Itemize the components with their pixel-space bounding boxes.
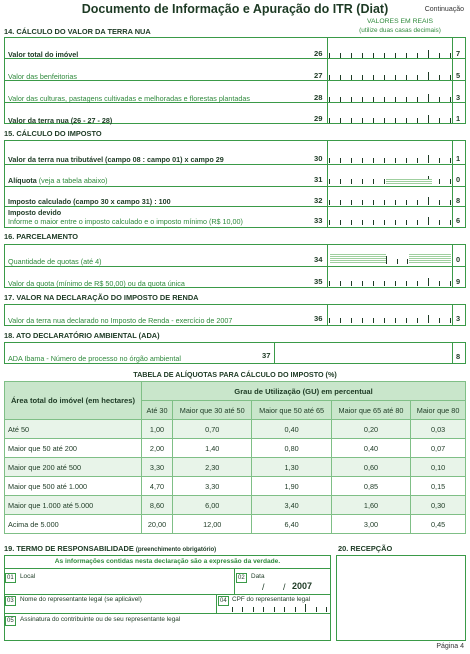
digit-tick bbox=[428, 115, 429, 123]
digit-tick bbox=[450, 179, 451, 184]
field-37-input[interactable] bbox=[276, 344, 451, 362]
field-35-input[interactable] bbox=[329, 276, 451, 286]
digit-tick bbox=[316, 607, 317, 612]
field-34-number: 34 bbox=[314, 255, 323, 264]
digit-tick bbox=[373, 97, 374, 102]
digit-tick bbox=[362, 281, 363, 286]
field-27-label: Valor das benfeitorias bbox=[8, 72, 77, 81]
field-27-input[interactable] bbox=[329, 70, 451, 80]
digit-tick bbox=[439, 200, 440, 205]
area-range-cell: Maior que 50 até 200 bbox=[5, 439, 142, 458]
rate-cell: 0,70 bbox=[173, 420, 252, 439]
field-04-number: 04 bbox=[220, 598, 227, 604]
rate-cell: 20,00 bbox=[142, 515, 173, 534]
rate-cell: 0,30 bbox=[411, 496, 466, 515]
digit-tick bbox=[351, 179, 352, 184]
table-row bbox=[5, 458, 466, 477]
digit-tick bbox=[417, 53, 418, 58]
field-33-number: 33 bbox=[314, 216, 323, 225]
table-row bbox=[5, 439, 466, 458]
field-35-number: 35 bbox=[314, 277, 323, 286]
rate-cell: 0,03 bbox=[411, 420, 466, 439]
digit-tick bbox=[373, 118, 374, 123]
digit-tick bbox=[439, 118, 440, 123]
digit-tick bbox=[263, 607, 264, 612]
digit-tick bbox=[384, 75, 385, 80]
date-separator-2: / bbox=[283, 582, 286, 592]
table-row bbox=[5, 477, 466, 496]
field-33-input[interactable] bbox=[329, 215, 451, 225]
digit-tick bbox=[373, 220, 374, 225]
section-17-title: 17. VALOR NA DECLARAÇÃO DO IMPOSTO DE RENDA bbox=[4, 293, 199, 302]
digit-tick bbox=[428, 155, 429, 163]
field-02-label: Data bbox=[251, 573, 265, 580]
field-27-number: 27 bbox=[314, 71, 323, 80]
rate-cell: 1,00 bbox=[142, 420, 173, 439]
digit-tick bbox=[450, 281, 451, 286]
field-35-check-digit: 9 bbox=[456, 277, 461, 286]
digit-tick bbox=[384, 179, 385, 184]
digit-tick bbox=[406, 318, 407, 323]
digit-tick bbox=[329, 220, 330, 225]
field-34-input[interactable] bbox=[386, 254, 408, 264]
digit-tick bbox=[253, 607, 254, 612]
field-34-check-digit: 0 bbox=[456, 255, 461, 264]
digit-tick bbox=[450, 318, 451, 323]
rate-cell: 3,00 bbox=[331, 515, 410, 534]
gu-column-2: Maior que 50 até 65 bbox=[252, 401, 331, 420]
field-29-label: Valor da terra nua (26 - 27 - 28) bbox=[8, 116, 113, 125]
field-32-label: Imposto calculado (campo 30 x campo 31) : 100 bbox=[8, 197, 171, 206]
section-14-title: 14. CÁLCULO DO VALOR DA TERRA NUA bbox=[4, 27, 151, 36]
digit-tick bbox=[395, 220, 396, 225]
field-27-check-digit: 5 bbox=[456, 71, 461, 80]
gu-column-3: Maior que 65 até 80 bbox=[331, 401, 410, 420]
digit-tick bbox=[351, 281, 352, 286]
field-26-check-digit: 7 bbox=[456, 49, 461, 58]
field-02-number: 02 bbox=[238, 575, 245, 581]
digit-tick bbox=[373, 200, 374, 205]
digit-tick bbox=[351, 318, 352, 323]
digit-tick bbox=[428, 197, 429, 205]
digit-tick bbox=[417, 220, 418, 225]
field-31-number: 31 bbox=[314, 175, 323, 184]
field-31-label bbox=[8, 176, 107, 185]
field-32-input[interactable] bbox=[329, 195, 451, 205]
reception-box bbox=[336, 555, 466, 641]
digit-tick bbox=[407, 259, 408, 264]
digit-tick bbox=[450, 200, 451, 205]
digit-tick bbox=[406, 220, 407, 225]
digit-tick bbox=[362, 118, 363, 123]
field-34-shaded-a bbox=[330, 254, 386, 263]
digit-tick bbox=[417, 318, 418, 323]
rate-cell: 0,60 bbox=[331, 458, 410, 477]
section-20-title: 20. RECEPÇÃO bbox=[338, 544, 393, 553]
representative-name-input[interactable] bbox=[18, 603, 214, 612]
digit-tick bbox=[395, 118, 396, 123]
field-34-shaded-b bbox=[409, 254, 451, 263]
digit-tick bbox=[450, 220, 451, 225]
section-16-title: 16. PARCELAMENTO bbox=[4, 232, 79, 241]
digit-tick bbox=[362, 53, 363, 58]
area-range-cell: Maior que 200 até 500 bbox=[5, 458, 142, 477]
digit-tick bbox=[428, 315, 429, 323]
digit-tick bbox=[329, 318, 330, 323]
digit-tick bbox=[395, 318, 396, 323]
rate-cell: 2,00 bbox=[142, 439, 173, 458]
digit-tick bbox=[395, 200, 396, 205]
field-36-input[interactable] bbox=[329, 313, 451, 323]
gu-column-0: Até 30 bbox=[142, 401, 173, 420]
digit-tick bbox=[351, 53, 352, 58]
digit-tick bbox=[384, 118, 385, 123]
responsibility-statement: As informações contidas nesta declaração são a expressão da verdade. bbox=[54, 558, 281, 565]
digit-tick bbox=[406, 281, 407, 286]
digit-tick bbox=[450, 118, 451, 123]
digit-tick bbox=[340, 318, 341, 323]
digit-tick bbox=[232, 607, 233, 612]
rate-cell: 1,40 bbox=[173, 439, 252, 458]
field-36-number: 36 bbox=[314, 314, 323, 323]
field-35-label: Valor da quota (mínimo de R$ 50,00) ou da quota única bbox=[8, 279, 185, 288]
date-separator-1: / bbox=[262, 582, 265, 592]
rate-cell: 0,45 bbox=[411, 515, 466, 534]
digit-tick bbox=[406, 75, 407, 80]
field-28-label: Valor das culturas, pastagens cultivadas e melhoradas e florestas plantadas bbox=[8, 94, 250, 103]
field-04-label: CPF do representante legal bbox=[232, 596, 311, 603]
section-19-heading: 19. TERMO DE RESPONSABILIDADE bbox=[4, 544, 134, 553]
field-37-label: ADA Ibama - Número de processo no órgão ambiental bbox=[8, 354, 181, 363]
field-28-number: 28 bbox=[314, 93, 323, 102]
rate-cell: 4,70 bbox=[142, 477, 173, 496]
date-year: 2007 bbox=[292, 581, 313, 591]
digit-tick bbox=[329, 281, 330, 286]
field-29-input[interactable] bbox=[329, 113, 451, 123]
digit-tick bbox=[340, 97, 341, 102]
digit-tick bbox=[373, 75, 374, 80]
field-36-label: Valor da terra nua declarado no Imposto de Renda - exercício de 2007 bbox=[8, 316, 233, 325]
digit-tick bbox=[295, 607, 296, 612]
page-title: Documento de Informação e Apuração do ITR (Diat) bbox=[81, 2, 389, 16]
representative-cpf-input[interactable] bbox=[232, 602, 327, 612]
digit-tick bbox=[428, 217, 429, 225]
digit-tick bbox=[362, 220, 363, 225]
digit-tick bbox=[373, 281, 374, 286]
field-33-label: Imposto devido bbox=[8, 208, 62, 217]
digit-tick bbox=[417, 97, 418, 102]
rate-cell: 0,80 bbox=[252, 439, 331, 458]
digit-tick bbox=[351, 97, 352, 102]
digit-tick bbox=[362, 97, 363, 102]
signature-input[interactable] bbox=[18, 624, 328, 640]
digit-tick bbox=[386, 256, 387, 264]
field-31-shaded bbox=[386, 179, 432, 184]
field-30-input[interactable] bbox=[329, 153, 451, 163]
rate-cell: 1,90 bbox=[252, 477, 331, 496]
field-03-number: 03 bbox=[7, 598, 14, 604]
digit-tick bbox=[351, 75, 352, 80]
field-05-label: Assinatura do contribuinte ou de seu representante legal bbox=[20, 616, 181, 623]
digit-tick bbox=[439, 53, 440, 58]
digit-tick bbox=[395, 281, 396, 286]
digit-tick bbox=[329, 53, 330, 58]
digit-tick bbox=[340, 158, 341, 163]
digit-tick bbox=[406, 200, 407, 205]
digit-tick bbox=[329, 118, 330, 123]
digit-tick bbox=[428, 50, 429, 58]
digit-tick bbox=[406, 158, 407, 163]
field-01-number: 01 bbox=[7, 575, 14, 581]
digit-tick bbox=[417, 200, 418, 205]
page-number: Página 4 bbox=[436, 643, 464, 650]
digit-tick bbox=[406, 53, 407, 58]
digit-tick bbox=[428, 94, 429, 102]
digit-tick bbox=[351, 118, 352, 123]
rate-cell: 12,00 bbox=[173, 515, 252, 534]
digit-tick bbox=[439, 220, 440, 225]
area-range-cell: Acima de 5.000 bbox=[5, 515, 142, 534]
gu-column-4: Maior que 80 bbox=[411, 401, 466, 420]
field-29-number: 29 bbox=[314, 114, 323, 123]
digit-tick bbox=[329, 75, 330, 80]
rates-table bbox=[4, 381, 466, 534]
table-row bbox=[5, 515, 466, 534]
digit-tick bbox=[439, 158, 440, 163]
digit-tick bbox=[417, 75, 418, 80]
field-33-sublabel: Informe o maior entre o imposto calculado e o imposto mínimo (R$ 10,00) bbox=[8, 217, 243, 226]
digit-tick bbox=[384, 97, 385, 102]
digit-tick bbox=[428, 72, 429, 80]
digit-tick bbox=[284, 607, 285, 612]
table-row bbox=[5, 420, 466, 439]
digit-tick bbox=[340, 75, 341, 80]
digit-tick bbox=[428, 278, 429, 286]
digit-tick bbox=[362, 318, 363, 323]
rate-cell: 0,07 bbox=[411, 439, 466, 458]
rate-cell: 0,20 bbox=[331, 420, 410, 439]
field-28-input[interactable] bbox=[329, 92, 451, 102]
digit-tick bbox=[340, 118, 341, 123]
rate-cell: 0,85 bbox=[331, 477, 410, 496]
digit-tick bbox=[274, 607, 275, 612]
continuation-note: Continuação bbox=[424, 6, 464, 13]
digit-tick bbox=[417, 281, 418, 286]
field-32-number: 32 bbox=[314, 196, 323, 205]
digit-tick bbox=[340, 200, 341, 205]
digit-tick bbox=[384, 53, 385, 58]
field-34-label: Quantidade de quotas (até 4) bbox=[8, 257, 102, 266]
aliquota-hint: (veja a tabela abaixo) bbox=[36, 176, 108, 185]
digit-tick bbox=[329, 179, 330, 184]
digit-tick bbox=[395, 158, 396, 163]
field-37-number: 37 bbox=[262, 351, 271, 360]
field-37-check-digit: 8 bbox=[456, 352, 461, 361]
digit-tick bbox=[373, 179, 374, 184]
rate-cell: 0,10 bbox=[411, 458, 466, 477]
digit-tick bbox=[373, 318, 374, 323]
rate-cell: 0,40 bbox=[252, 420, 331, 439]
digit-tick bbox=[362, 158, 363, 163]
field-28-check-digit: 3 bbox=[456, 93, 461, 102]
digit-tick bbox=[384, 318, 385, 323]
digit-tick bbox=[417, 118, 418, 123]
area-range-cell: Maior que 500 até 1.000 bbox=[5, 477, 142, 496]
field-26-number: 26 bbox=[314, 49, 323, 58]
digit-tick bbox=[406, 97, 407, 102]
field-33-check-digit: 6 bbox=[456, 216, 461, 225]
field-30-check-digit: 1 bbox=[456, 154, 461, 163]
area-range-cell: Maior que 1.000 até 5.000 bbox=[5, 496, 142, 515]
field-36-check-digit: 3 bbox=[456, 314, 461, 323]
values-header: VALORES EM REAIS bbox=[367, 18, 433, 25]
digit-tick bbox=[450, 97, 451, 102]
digit-tick bbox=[439, 281, 440, 286]
digit-tick bbox=[329, 158, 330, 163]
field-32-check-digit: 8 bbox=[456, 196, 461, 205]
digit-tick bbox=[329, 200, 330, 205]
rate-cell: 2,30 bbox=[173, 458, 252, 477]
gu-column-1: Maior que 30 até 50 bbox=[173, 401, 252, 420]
section-19-title bbox=[4, 544, 216, 553]
digit-tick bbox=[395, 53, 396, 58]
rate-cell: 8,60 bbox=[142, 496, 173, 515]
rate-cell: 6,40 bbox=[252, 515, 331, 534]
digit-tick bbox=[326, 607, 327, 612]
digit-tick bbox=[384, 220, 385, 225]
digit-tick bbox=[242, 607, 243, 612]
digit-tick bbox=[340, 281, 341, 286]
section-15-title: 15. CÁLCULO DO IMPOSTO bbox=[4, 129, 102, 138]
area-range-cell: Até 50 bbox=[5, 420, 142, 439]
digit-tick bbox=[450, 158, 451, 163]
digit-tick bbox=[450, 75, 451, 80]
digit-tick bbox=[373, 158, 374, 163]
digit-tick bbox=[362, 75, 363, 80]
field-26-label: Valor total do imóvel bbox=[8, 50, 79, 59]
section-19-note: (preenchimento obrigatório) bbox=[135, 547, 217, 553]
digit-tick bbox=[351, 220, 352, 225]
digit-tick bbox=[373, 53, 374, 58]
field-03-label: Nome do representante legal (se aplicável) bbox=[20, 596, 142, 603]
digit-tick bbox=[439, 179, 440, 184]
rate-cell: 1,60 bbox=[331, 496, 410, 515]
rate-cell: 6,00 bbox=[173, 496, 252, 515]
digit-tick bbox=[395, 97, 396, 102]
digit-tick bbox=[340, 220, 341, 225]
digit-tick bbox=[450, 53, 451, 58]
digit-tick bbox=[384, 281, 385, 286]
gu-header: Grau de Utilização (GU) em percentual bbox=[142, 382, 466, 401]
digit-tick bbox=[351, 200, 352, 205]
digit-tick bbox=[417, 158, 418, 163]
rate-cell: 1,30 bbox=[252, 458, 331, 477]
aliquota-label: Alíquota bbox=[8, 176, 37, 185]
rate-cell: 3,30 bbox=[142, 458, 173, 477]
digit-tick bbox=[384, 200, 385, 205]
values-subheader: (utilize duas casas decimais) bbox=[359, 27, 441, 34]
field-30-label: Valor da terra nua tributável (campo 08 : campo 01) x campo 29 bbox=[8, 155, 224, 164]
digit-tick bbox=[329, 97, 330, 102]
field-29-check-digit: 1 bbox=[456, 114, 461, 123]
field-01-label: Local bbox=[20, 573, 36, 580]
field-30-number: 30 bbox=[314, 154, 323, 163]
digit-tick bbox=[395, 75, 396, 80]
field-26-input[interactable] bbox=[329, 48, 451, 58]
field-05-number: 05 bbox=[7, 618, 14, 624]
section-18-title: 18. ATO DECLARATÓRIO AMBIENTAL (ADA) bbox=[4, 331, 160, 340]
digit-tick bbox=[384, 158, 385, 163]
digit-tick bbox=[340, 53, 341, 58]
rate-cell: 3,30 bbox=[173, 477, 252, 496]
digit-tick bbox=[340, 179, 341, 184]
digit-tick bbox=[362, 179, 363, 184]
digit-tick bbox=[439, 75, 440, 80]
digit-tick bbox=[397, 259, 398, 264]
rates-table-title: TABELA DE ALÍQUOTAS PARA CÁLCULO DO IMPOSTO (%) bbox=[133, 370, 337, 379]
rate-cell: 0,15 bbox=[411, 477, 466, 496]
rate-cell: 3,40 bbox=[252, 496, 331, 515]
digit-tick bbox=[439, 97, 440, 102]
digit-tick bbox=[406, 118, 407, 123]
table-row bbox=[5, 496, 466, 515]
digit-tick bbox=[362, 200, 363, 205]
area-header: Área total do imóvel (em hectares) bbox=[5, 382, 142, 420]
field-31-check-digit: 0 bbox=[456, 175, 461, 184]
digit-tick bbox=[305, 604, 306, 612]
digit-tick bbox=[351, 158, 352, 163]
local-input[interactable] bbox=[18, 580, 230, 593]
rate-cell: 0,40 bbox=[331, 439, 410, 458]
digit-tick bbox=[439, 318, 440, 323]
